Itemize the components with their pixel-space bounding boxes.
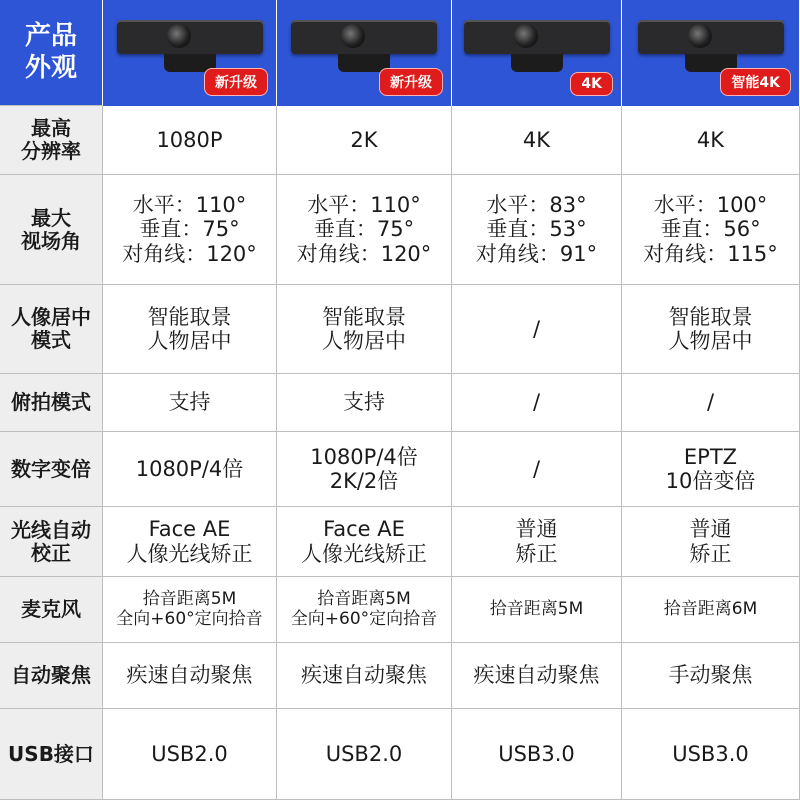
cell-usb-2: USB2.0 xyxy=(277,709,452,800)
cell-mic-2: 拾音距离5M 全向+60°定向拾音 xyxy=(277,577,452,643)
row-label-autofocus: 自动聚焦 xyxy=(0,643,103,709)
cell-zoom-2: 1080P/4倍 2K/2倍 xyxy=(277,432,452,507)
product-image-2 xyxy=(277,0,452,106)
product-badge-1: 新升级 xyxy=(204,68,268,96)
product-badge-2: 新升级 xyxy=(379,68,443,96)
cell-centering-2: 智能取景 人物居中 xyxy=(277,285,452,374)
cell-usb-1: USB2.0 xyxy=(103,709,277,800)
product-image-4 xyxy=(622,0,800,106)
cell-focus-4: 手动聚焦 xyxy=(622,643,800,709)
cell-focus-1: 疾速自动聚焦 xyxy=(103,643,277,709)
row-label-overhead-mode: 俯拍模式 xyxy=(0,374,103,432)
cell-centering-1: 智能取景 人物居中 xyxy=(103,285,277,374)
cell-overhead-3: / xyxy=(452,374,622,432)
cell-overhead-4: / xyxy=(622,374,800,432)
cell-light-4: 普通 矫正 xyxy=(622,507,800,577)
cell-fov-4: 水平：100° 垂直：56° 对角线：115° xyxy=(622,175,800,285)
cell-mic-1: 拾音距离5M 全向+60°定向拾音 xyxy=(103,577,277,643)
cell-centering-3: / xyxy=(452,285,622,374)
cell-light-3: 普通 矫正 xyxy=(452,507,622,577)
cell-fov-2: 水平：110° 垂直：75° 对角线：120° xyxy=(277,175,452,285)
product-image-3 xyxy=(452,0,622,106)
cell-overhead-1: 支持 xyxy=(103,374,277,432)
row-label-light-correction: 光线自动 校正 xyxy=(0,507,103,577)
cell-mic-3: 拾音距离5M xyxy=(452,577,622,643)
cell-zoom-4: EPTZ 10倍变倍 xyxy=(622,432,800,507)
webcam-1-lens xyxy=(167,24,191,48)
row-label-microphone: 麦克风 xyxy=(0,577,103,643)
cell-fov-3: 水平：83° 垂直：53° 对角线：91° xyxy=(452,175,622,285)
cell-resolution-2: 2K xyxy=(277,106,452,175)
webcam-4-lens xyxy=(688,24,712,48)
webcam-2-lens xyxy=(341,24,365,48)
row-label-portrait-centering: 人像居中 模式 xyxy=(0,285,103,374)
cell-fov-1: 水平：110° 垂直：75° 对角线：120° xyxy=(103,175,277,285)
header-product-appearance-label: 产品 外观 xyxy=(0,0,103,106)
cell-centering-4: 智能取景 人物居中 xyxy=(622,285,800,374)
cell-light-2: Face AE 人像光线矫正 xyxy=(277,507,452,577)
cell-light-1: Face AE 人像光线矫正 xyxy=(103,507,277,577)
row-label-resolution: 最高 分辨率 xyxy=(0,106,103,175)
cell-overhead-2: 支持 xyxy=(277,374,452,432)
product-badge-4: 智能4K xyxy=(720,68,791,96)
webcam-3-lens xyxy=(514,24,538,48)
row-label-digital-zoom: 数字变倍 xyxy=(0,432,103,507)
cell-mic-4: 拾音距离6M xyxy=(622,577,800,643)
product-image-1 xyxy=(103,0,277,106)
cell-zoom-3: / xyxy=(452,432,622,507)
cell-focus-3: 疾速自动聚焦 xyxy=(452,643,622,709)
cell-focus-2: 疾速自动聚焦 xyxy=(277,643,452,709)
cell-resolution-1: 1080P xyxy=(103,106,277,175)
cell-zoom-1: 1080P/4倍 xyxy=(103,432,277,507)
cell-usb-3: USB3.0 xyxy=(452,709,622,800)
cell-resolution-3: 4K xyxy=(452,106,622,175)
row-label-field-of-view: 最大 视场角 xyxy=(0,175,103,285)
product-badge-3: 4K xyxy=(570,72,613,96)
cell-resolution-4: 4K xyxy=(622,106,800,175)
cell-usb-4: USB3.0 xyxy=(622,709,800,800)
webcam-3-stand xyxy=(511,54,563,72)
row-label-usb: USB接口 xyxy=(0,709,103,800)
